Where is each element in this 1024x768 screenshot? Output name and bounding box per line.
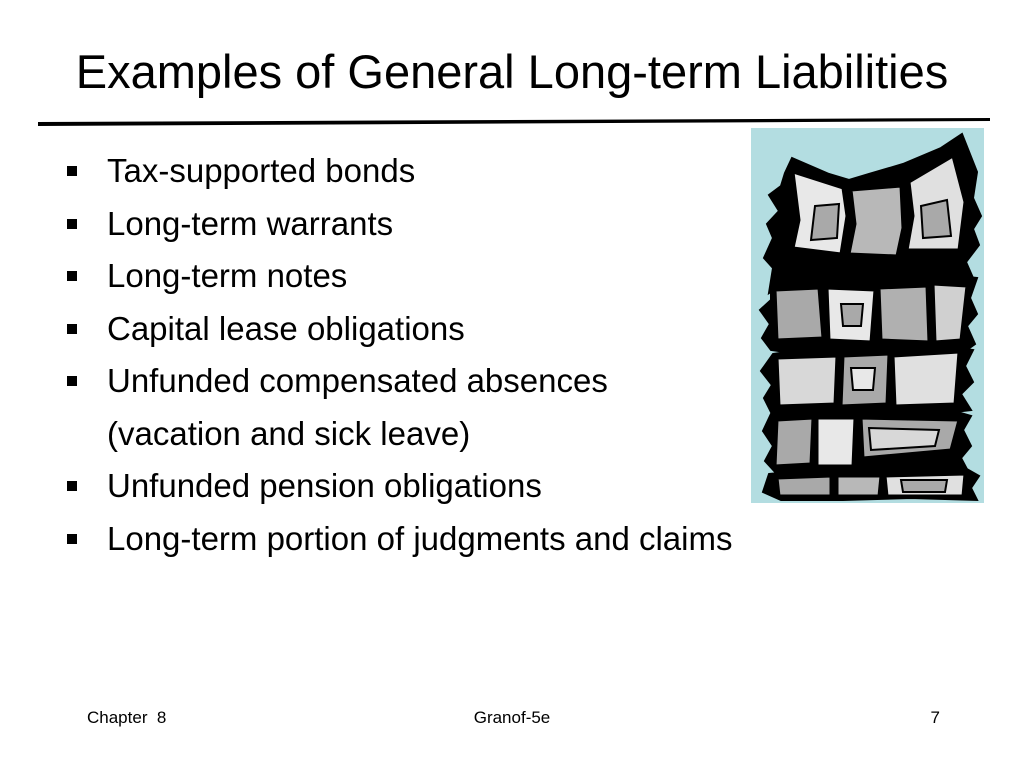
bullet-item [64,198,733,251]
square-bullet-icon [67,166,77,176]
bullet-item [64,460,733,513]
square-bullet-icon [67,534,77,544]
bullet-text: Unfunded compensated absences [107,362,608,399]
stacked-paper-bundles-icon [751,128,984,503]
bullet-text: Capital lease obligations [107,309,465,347]
square-bullet-icon [67,271,77,281]
bullet-text-continuation: (vacation and sick leave) [107,414,471,452]
bullet-item [64,145,733,198]
bullet-item [64,513,733,566]
square-bullet-icon [67,376,77,386]
title-divider [38,118,990,127]
footer-source: Granof-5e [473,708,551,727]
slide-title: Examples of General Long-term Liabilities [75,45,949,98]
footer-page-number: 7 [930,708,940,727]
bullet-item [64,355,733,460]
footer-chapter: Chapter 8 [87,708,167,727]
bullet-item [64,303,733,356]
bullet-text: Unfunded pension obligations [107,467,542,504]
square-bullet-icon [67,219,77,229]
square-bullet-icon [67,324,77,334]
square-bullet-icon [67,481,77,491]
bullet-text: Long-term portion of judgments and claims [107,519,733,557]
bullet-text: Tax-supported bonds [107,152,416,189]
bullet-text: Long-term notes [107,257,348,294]
bullet-text: Long-term warrants [107,204,394,242]
bullet-list [64,145,733,565]
bullet-item [64,250,733,303]
